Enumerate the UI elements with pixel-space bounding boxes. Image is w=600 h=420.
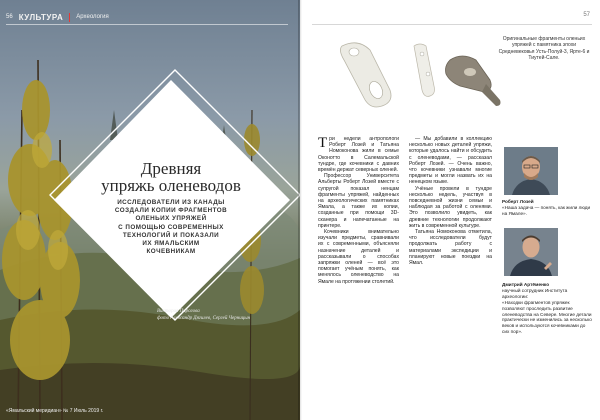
article-paragraph: — Мы добавили в коллекцию несколько новых деталей упряжи, которые удалось найти и обсудить с оленеводами, — рассказал Роберт Лозей. — Очень важно, что кочевники узнавали многие предметы и могли назвать их на ненецком языке.	[409, 136, 492, 186]
article-paragraph: Учёные провели в тундре несколько недель, участвуя в повседневной жизни семьи и наблюдая за работой с оленями. Это позволило увидеть, как древние технологии продолжают жить в современной культуре.	[409, 185, 492, 229]
artifact-3-image	[446, 56, 501, 106]
page-spine	[298, 0, 302, 420]
header-rule	[6, 24, 288, 25]
issue-footer: «Ямальский меридиан» № 7 Июль 2019 г.	[6, 408, 104, 414]
article-paragraph: Профессор Университета Альберты Роберт Лозей вместе с супругой показал ненцам фрагменты упряжей, найденных на археологических памятниках Ямала, а также их копии, созданные при помощи 3D-сканера и напечатанные на принтере.	[318, 173, 399, 229]
person-quote: «Находки фрагментов упряжек позволяют проследить развитие оленеводства на Севере. Многие детали практически не изменились за несколько веков и используются кочевниками до сих пор».	[502, 299, 592, 335]
header-separator	[69, 13, 70, 22]
credit-author: Виктория Пирогова	[157, 309, 200, 314]
section-name: КУЛЬТУРА	[18, 12, 64, 22]
rubric-name: Археология	[76, 14, 109, 20]
lead-text: ри недели антропологи Роберт Лозей и Татьяна Номоконова жили в семье Оконотто в Салемальской тундре, где кочевники с давних времён держат северных оленей.	[318, 136, 399, 174]
article-title-block	[75, 160, 267, 256]
artifacts-caption: Оригинальные фрагменты оленьих упряжей с памятника эпохи Средневековья Усть-Полуй-3, Ярте-6 и Тиутей-Сале.	[498, 36, 590, 61]
article-subtitle	[75, 199, 267, 256]
article-paragraph: Татьяна Номоконова отметила, что исследователи будут продолжать работу с материалами экспедиции и планируют новые поездки на Ямал.	[409, 229, 492, 267]
subtitle-line: С ПОМОЩЬЮ СОВРЕМЕННЫХ	[118, 223, 224, 231]
title-line-1: Древняя	[140, 159, 202, 178]
subtitle-line: ИССЛЕДОВАТЕЛИ ИЗ КАНАДЫ	[117, 199, 225, 206]
artifact-2-image	[414, 44, 435, 96]
sidebar-quote-1	[502, 199, 592, 217]
person-title: научный сотрудник Института археологии:	[502, 287, 568, 299]
portrait-dmitry-artemenko	[504, 228, 558, 276]
harness-artifacts-image	[310, 30, 510, 115]
article-paragraph: Кочевники внимательно изучали предметы, сравнивали их с современными, объясняли назначение деталей и рассказывали о способах запряжки оленей — всё это помогает учёным понять, как менялось оленеводство на Ямале на протяжении столетий.	[318, 229, 399, 285]
portrait-robert-losey	[504, 147, 558, 195]
subtitle-line: ТЕХНОЛОГИЙ И ПОКАЗАЛИ	[122, 231, 220, 239]
artifact-1-image	[340, 43, 391, 107]
page-header	[6, 10, 109, 24]
page-number-right: 57	[583, 12, 590, 18]
article-column-1	[318, 136, 399, 285]
sidebar-quote-2	[502, 282, 592, 335]
subtitle-line: СОЗДАЛИ КОПИИ ФРАГМЕНТОВ	[114, 207, 228, 215]
credit-photographers: фото Александр Дягилев, Сергей Черницын	[157, 315, 251, 321]
article-paragraph	[318, 136, 399, 173]
person-name: Роберт Лозей	[502, 199, 534, 204]
person-quote: «Наша задача — понять, как жили люди на Ямале».	[502, 204, 591, 216]
photo-credit	[157, 309, 287, 322]
subtitle-line: КОЧЕВНИКАМ	[146, 248, 196, 256]
header-rule-right	[312, 24, 592, 25]
subtitle-line: ОЛЕНЬИХ УПРЯЖЕЙ	[135, 215, 207, 223]
title-line-2: упряжь оленеводов	[101, 176, 241, 195]
subtitle-line: ИХ ЯМАЛЬСКИМ	[142, 240, 200, 248]
person-name: Дмитрий Артёменко	[502, 282, 550, 287]
article-column-2	[409, 136, 492, 266]
article-title	[75, 160, 267, 194]
page-number-left: 56	[6, 14, 13, 20]
drop-cap: Т	[318, 135, 328, 151]
